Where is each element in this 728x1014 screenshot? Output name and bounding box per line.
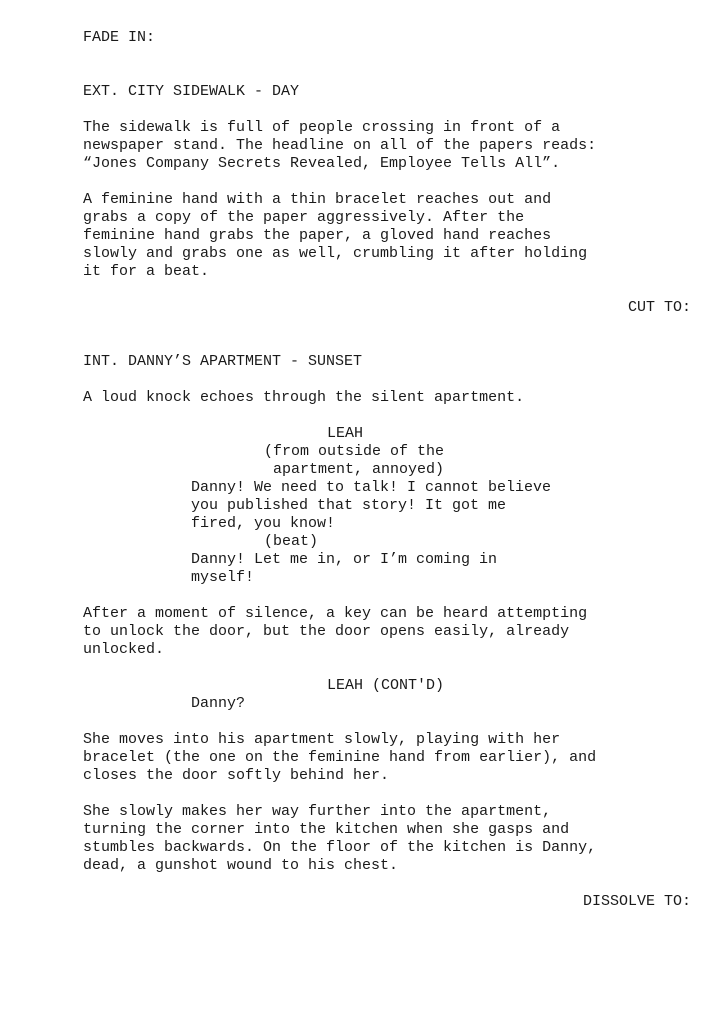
action-line: newspaper stand. The headline on all of the papers reads: xyxy=(83,137,597,154)
action-line: She moves into his apartment slowly, playing with her xyxy=(83,731,561,748)
parenthetical: (beat) xyxy=(264,533,319,550)
action-line: unlocked. xyxy=(83,641,165,658)
action-line: closes the door softly behind her. xyxy=(83,767,390,784)
dialogue-line: Danny? xyxy=(191,695,246,712)
scene-heading: EXT. CITY SIDEWALK - DAY xyxy=(83,83,300,100)
dialogue-line: you published that story! It got me xyxy=(191,497,507,514)
action-line: After a moment of silence, a key can be heard attempting xyxy=(83,605,588,622)
action-line: feminine hand grabs the paper, a gloved hand reaches xyxy=(83,227,552,244)
fade-in: FADE IN: xyxy=(83,29,156,46)
action-line: She slowly makes her way further into the apartment, xyxy=(83,803,552,820)
scene-heading: INT. DANNY’S APARTMENT - SUNSET xyxy=(83,353,363,370)
dialogue-line: Danny! We need to talk! I cannot believe xyxy=(191,479,552,496)
dialogue-line: myself! xyxy=(191,569,255,586)
character-name: LEAH (CONT'D) xyxy=(327,677,445,694)
dialogue-line: fired, you know! xyxy=(191,515,336,532)
action-line: slowly and grabs one as well, crumbling it after holding xyxy=(83,245,588,262)
action-line: it for a beat. xyxy=(83,263,210,280)
character-name: LEAH xyxy=(327,425,364,442)
action-line: “Jones Company Secrets Revealed, Employee Tells All”. xyxy=(83,155,561,172)
action-line: dead, a gunshot wound to his chest. xyxy=(83,857,399,874)
parenthetical: (from outside of the xyxy=(264,443,445,460)
action-line: A loud knock echoes through the silent apartment. xyxy=(83,389,525,406)
action-line: The sidewalk is full of people crossing in front of a xyxy=(83,119,561,136)
action-line: A feminine hand with a thin bracelet reaches out and xyxy=(83,191,552,208)
transition: CUT TO: xyxy=(627,299,691,316)
transition: DISSOLVE TO: xyxy=(582,893,691,910)
dialogue-line: Danny! Let me in, or I’m coming in xyxy=(191,551,498,568)
parenthetical: apartment, annoyed) xyxy=(264,461,445,478)
action-line: stumbles backwards. On the floor of the kitchen is Danny, xyxy=(83,839,597,856)
action-line: to unlock the door, but the door opens easily, already xyxy=(83,623,570,640)
action-line: turning the corner into the kitchen when she gasps and xyxy=(83,821,570,838)
action-line: grabs a copy of the paper aggressively. After the xyxy=(83,209,525,226)
action-line: bracelet (the one on the feminine hand from earlier), and xyxy=(83,749,597,766)
